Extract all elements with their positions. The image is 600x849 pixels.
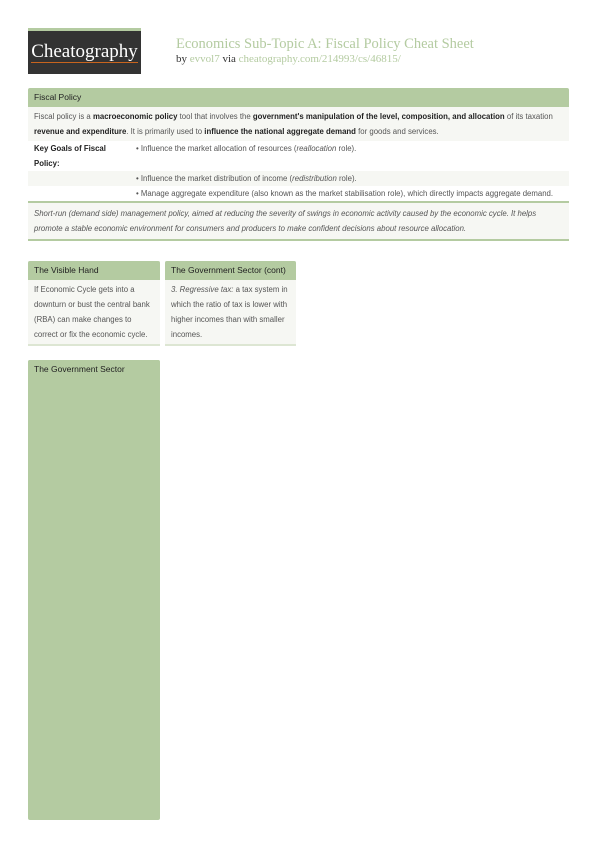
government-sector-cont-section: The Government Sector (cont) 3. Regressive tax: a tax system in which the ratio of tax is lower with higher incomes than with smaller incomes. [165,261,296,346]
fiscal-policy-section [28,88,569,241]
key-goals-label: Key Goals of Fiscal Policy: [34,144,106,168]
section-heading: The Government Sector [28,360,160,379]
goal-row: • Manage aggregate expenditure (also known as the market stabilisation role), which directly impacts aggregate demand. [28,186,569,201]
author-link[interactable]: evvol7 [189,53,220,65]
section-heading: Fiscal Policy [28,88,569,107]
cheatography-logo[interactable]: Cheatography [28,28,141,74]
byline: by evvol7 via cheatography.com/214993/cs/46815/ [176,53,401,65]
sheet-url-link[interactable]: cheatography.com/214993/cs/46815/ [238,53,401,65]
goal-row: • Influence the market distribution of income (redistribution role). [28,171,569,186]
goal-row: Key Goals of Fiscal Policy: • Influence the market allocation of resources (reallocation role). [28,141,569,171]
sheet-title: Economics Sub-Topic A: Fiscal Policy Cheat Sheet [176,36,474,52]
visible-hand-section: The Visible Hand If Economic Cycle gets into a downturn or bust the central bank (RBA) can make changes to correct or fix the economic cycle. [28,261,160,346]
section-heading: The Visible Hand [28,261,160,280]
section-heading: The Government Sector (cont) [165,261,296,280]
fiscal-intro: Fiscal policy is a macroeconomic policy tool that involves the government's manipulation of the level, composition, and allocation of its taxation revenue and expenditure. It is primarily used to influence the national aggregate demand for goods and services. [28,107,569,141]
government-sector-section [28,360,160,820]
fiscal-note: Short-run (demand side) management policy, aimed at reducing the severity of swings in economic activity caused by the economic cycle. It helps promote a stable economic environment for consumers and producers to make confident decisions about resource allocation. [28,201,569,241]
